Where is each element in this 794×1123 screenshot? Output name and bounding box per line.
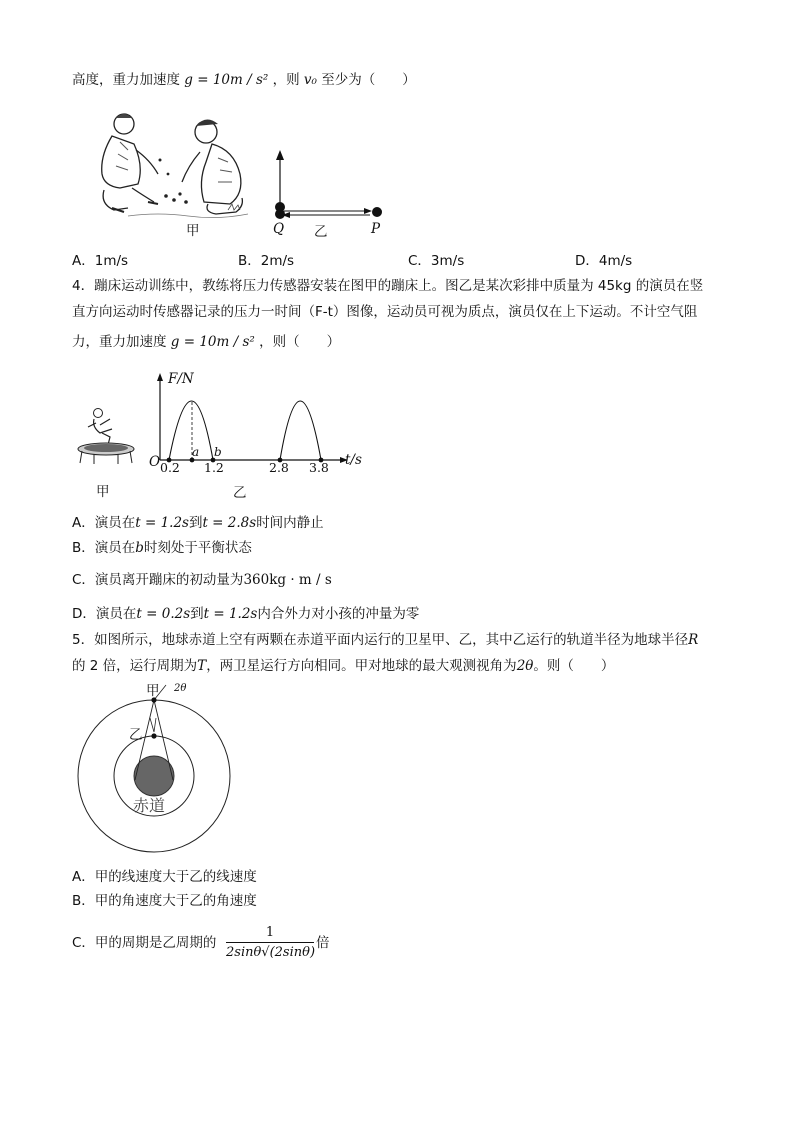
q3-line-1 — [72, 70, 416, 90]
trampoline-illustration — [74, 405, 136, 477]
graph-point-b-label: b — [214, 445, 222, 459]
q3-option-c[interactable]: C．3m/s — [408, 253, 465, 269]
satellite-yi — [151, 733, 156, 738]
q3-option-d[interactable]: D．4m/s — [575, 253, 633, 269]
q3-text: 高度，重力加速度 — [72, 72, 180, 88]
q3-option-a[interactable]: A．1m/s — [72, 253, 129, 269]
force-pulse-1 — [169, 401, 213, 460]
fraction-denominator: 2sinθ√(2sinθ) — [226, 945, 316, 960]
q4-line-3 — [72, 332, 340, 352]
q5-line-2: 的 2 倍，运行周期为T，两卫星运行方向相同。甲对地球的最大观测视角为2θ。则（ ） — [72, 658, 615, 674]
q4-line-2: 直方向运动时传感器记录的压力一时间（F-t）图像，运动员可视为质点，演员仅在上下运动。不计空气阻 — [72, 304, 698, 320]
q3-text: 至少为（ ） — [321, 72, 416, 88]
q5-option-c[interactable]: C．甲的周期是乙周期的 — [72, 935, 217, 951]
q3-text: ，则 — [272, 72, 300, 88]
graph-tick-3-8: 3.8 — [309, 460, 329, 475]
earth — [134, 756, 174, 796]
satellite-orbit-diagram — [74, 680, 234, 850]
q5-line-1: 5．如图所示，地球赤道上空有两颗在赤道平面内运行的卫星甲、乙，其中乙运行的轨道半径为地球半径R — [72, 632, 699, 648]
point-q-label: Q — [273, 221, 285, 237]
q4-option-b[interactable]: B．演员在b时刻处于平衡状态 — [72, 540, 252, 556]
graph-tick-1-2: 1.2 — [204, 460, 224, 475]
q4-option-a[interactable]: A．演员在t = 1.2s到t = 2.8s时间内静止 — [72, 515, 324, 531]
q5-option-b[interactable]: B．甲的角速度大于乙的角速度 — [72, 893, 257, 909]
graph-tick-0-2: 0.2 — [160, 460, 180, 475]
q4-text: ，则（ ） — [259, 334, 341, 350]
q5-option-c-suffix: 倍 — [316, 935, 330, 951]
gravity-formula: g = 10m / s² — [184, 72, 269, 88]
y-axis-arrow — [157, 373, 163, 381]
period-ratio-fraction — [226, 925, 314, 962]
angle-label: 2θ — [174, 683, 187, 694]
fraction-bar — [226, 942, 314, 943]
satellite-jia-label: 甲 — [146, 683, 160, 699]
graph-y-label: F/N — [168, 371, 194, 387]
q4-option-d[interactable]: D．演员在t = 0.2s到t = 1.2s内合外力对小孩的冲量为零 — [72, 606, 420, 622]
q4-text: 力，重力加速度 — [72, 334, 167, 350]
trampoline-caption-jia: 甲 — [96, 484, 110, 500]
children-marbles-illustration — [88, 110, 268, 225]
q3-option-b[interactable]: B．2m/s — [238, 253, 295, 269]
graph-caption-yi: 乙 — [233, 485, 247, 501]
graph-tick-2-8: 2.8 — [269, 460, 289, 475]
graph-x-label: t/s — [345, 452, 362, 468]
point-p-label: P — [371, 221, 381, 237]
q4-line-1: 4．蹦床运动训练中，教练将压力传感器安装在图甲的蹦床上。图乙是某次彩排中质量为 45kg 的演员在竖 — [72, 278, 704, 294]
force-pulse-2 — [280, 401, 321, 460]
gravity-formula: g = 10m / s² — [170, 334, 255, 350]
fraction-numerator: 1 — [265, 925, 275, 940]
figure-caption-jia: 甲 — [186, 223, 200, 239]
graph-origin-label: O — [149, 454, 161, 470]
v0-variable: v₀ — [303, 72, 317, 88]
satellite-yi-label: 乙 — [129, 727, 143, 743]
q5-option-a[interactable]: A．甲的线速度大于乙的线速度 — [72, 869, 257, 885]
q4-option-c[interactable]: C．演员离开蹦床的初动量为360kg · m / s — [72, 572, 332, 588]
equator-label: 赤道 — [133, 796, 166, 815]
graph-point-a-label: a — [192, 445, 200, 459]
figure-caption-yi: 乙 — [314, 224, 328, 240]
